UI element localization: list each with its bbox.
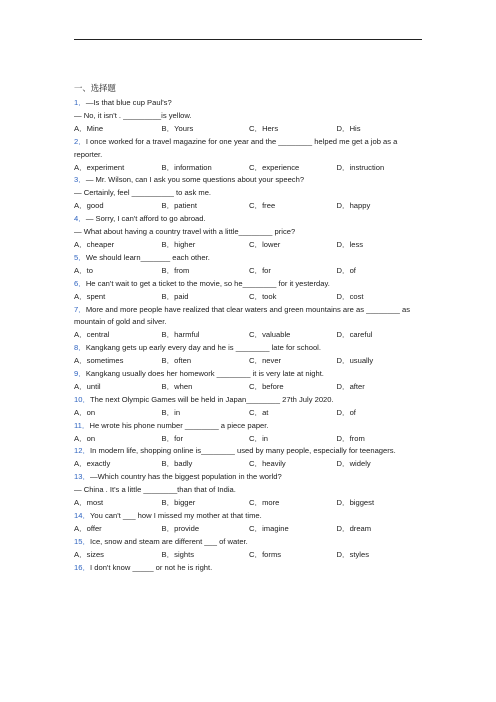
- question-text: — Mr. Wilson, can I ask you some questions about your speech?: [85, 175, 305, 185]
- answer-option-c[interactable]: C．Hers: [249, 123, 279, 133]
- answer-option-d[interactable]: D．dream: [336, 523, 372, 533]
- question-number: 12．: [74, 446, 91, 456]
- question-text: I once worked for a travel magazine for one year and the ________ helped me get a job as a reporter.: [74, 136, 398, 159]
- question-16: [74, 562, 426, 575]
- answer-option-a[interactable]: A．central: [74, 330, 110, 340]
- question-text: You can't ___ how I missed my mother at that time.: [90, 511, 262, 520]
- answer-option-a[interactable]: A．cheaper: [74, 239, 115, 249]
- answer-option-d[interactable]: D．His: [336, 123, 361, 133]
- question-4: [74, 213, 426, 252]
- answer-option-b[interactable]: B．higher: [161, 239, 196, 249]
- question-number: 16．: [74, 562, 91, 572]
- answer-option-b[interactable]: B．for: [161, 433, 184, 443]
- question-number: 3．: [74, 175, 86, 185]
- question-stem: [74, 252, 426, 265]
- question-5: [74, 252, 426, 278]
- question-stem: [74, 278, 426, 291]
- answer-options: [74, 407, 426, 420]
- question-stem: [74, 368, 426, 381]
- question-stem: [74, 136, 426, 162]
- question-text: — What about having a country travel with a little________ price?: [74, 227, 296, 237]
- question-number: 8．: [74, 343, 86, 353]
- question-11: [74, 420, 426, 446]
- answer-options: [74, 162, 426, 175]
- question-number: 9．: [74, 369, 86, 379]
- answer-option-c[interactable]: C．valuable: [249, 330, 291, 340]
- answer-option-d[interactable]: D．biggest: [336, 498, 375, 508]
- question-text: Ice, snow and steam are different ___ of water.: [90, 536, 248, 546]
- answer-option-b[interactable]: B．sights: [161, 549, 194, 559]
- answer-options: [74, 549, 426, 562]
- answer-option-a[interactable]: A．Mine: [74, 123, 104, 133]
- question-number: 14．: [74, 511, 91, 520]
- question-number: 1．: [74, 98, 86, 107]
- answer-option-d[interactable]: D．of: [336, 407, 356, 417]
- question-6: [74, 278, 426, 304]
- answer-option-a[interactable]: A．exactly: [74, 459, 111, 469]
- answer-option-a[interactable]: A．sizes: [74, 549, 104, 559]
- question-line: [74, 187, 426, 200]
- answer-options: [74, 458, 426, 471]
- answer-option-c[interactable]: C．in: [249, 433, 268, 443]
- answer-options: [74, 265, 426, 278]
- answer-option-d[interactable]: D．styles: [336, 549, 369, 559]
- answer-option-c[interactable]: C．forms: [249, 549, 282, 559]
- question-stem: [74, 304, 426, 330]
- question-stem: [74, 445, 426, 458]
- question-stem: [74, 420, 426, 433]
- answer-options: [74, 123, 426, 136]
- question-3: [74, 174, 426, 213]
- question-stem: [74, 562, 426, 575]
- answer-option-a[interactable]: A．sometimes: [74, 356, 124, 366]
- question-text: —Is that blue cup Paul's?: [85, 98, 172, 107]
- question-number: 6．: [74, 278, 86, 288]
- answer-option-b[interactable]: B．Yours: [161, 123, 194, 133]
- answer-option-b[interactable]: B．from: [161, 265, 190, 275]
- answer-option-c[interactable]: C．never: [249, 356, 282, 366]
- question-number: 11．: [74, 420, 90, 430]
- question-text: In modern life, shopping online is________ used by many people, especially for teenagers.: [90, 446, 396, 456]
- question-line: [74, 110, 426, 123]
- answer-option-b[interactable]: B．provide: [161, 523, 200, 533]
- question-1: [74, 97, 426, 136]
- question-text: I don't know _____ or not he is right.: [90, 562, 213, 572]
- answer-option-d[interactable]: D．after: [336, 381, 365, 391]
- answer-option-b[interactable]: B．harmful: [161, 330, 200, 340]
- question-text: — No, it isn't . _________is yellow.: [74, 110, 192, 120]
- answer-options: [74, 381, 426, 394]
- question-number: 7．: [74, 304, 86, 314]
- answer-option-d[interactable]: D．instruction: [336, 162, 385, 172]
- answer-option-a[interactable]: A．on: [74, 407, 96, 417]
- question-15: [74, 536, 426, 562]
- question-stem: [74, 97, 426, 110]
- answer-option-a[interactable]: A．good: [74, 201, 104, 211]
- question-number: 10．: [74, 394, 91, 404]
- answer-option-d[interactable]: D．of: [336, 265, 356, 275]
- question-text: — Certainly, feel __________ to ask me.: [74, 188, 212, 198]
- answer-options: [74, 291, 426, 304]
- answer-option-b[interactable]: B．bigger: [161, 498, 196, 508]
- answer-option-d[interactable]: D．widely: [336, 459, 371, 469]
- question-stem: [74, 394, 426, 407]
- answer-option-a[interactable]: A．most: [74, 498, 104, 508]
- question-text: More and more people have realized that clear waters and green mountains are as ________ as mountain of gold and silver.: [74, 304, 411, 327]
- question-8: [74, 342, 426, 368]
- answer-option-d[interactable]: D．careful: [336, 330, 373, 340]
- question-text: —Which country has the biggest population in the world?: [90, 472, 282, 482]
- question-stem: [74, 536, 426, 549]
- answer-options: [74, 329, 426, 342]
- question-stem: [74, 213, 426, 226]
- answer-option-c[interactable]: C．before: [249, 381, 284, 391]
- question-number: 2．: [74, 136, 86, 146]
- question-10: [74, 394, 426, 420]
- question-9: [74, 368, 426, 394]
- answer-option-d[interactable]: D．happy: [336, 201, 371, 211]
- answer-option-c[interactable]: C．for: [249, 265, 271, 275]
- question-7: [74, 304, 426, 343]
- answer-options: [74, 497, 426, 510]
- question-number: 4．: [74, 214, 86, 224]
- question-text: Kangkang usually does her homework ________ it is very late at night.: [85, 369, 324, 379]
- question-text: — Sorry, I can't afford to go abroad.: [85, 214, 206, 224]
- section-title: 一、选择题: [74, 83, 116, 93]
- question-13: [74, 471, 426, 510]
- answer-option-c[interactable]: C．at: [249, 407, 269, 417]
- question-stem: [74, 471, 426, 484]
- question-12: [74, 445, 426, 471]
- answer-option-a[interactable]: A．until: [74, 381, 101, 391]
- answer-option-a[interactable]: A．spent: [74, 291, 106, 301]
- answer-option-a[interactable]: A．offer: [74, 523, 102, 533]
- question-line: [74, 226, 426, 239]
- question-line: [74, 484, 426, 497]
- question-text: — China . It's a little ________than that of India.: [74, 485, 236, 495]
- question-number: 15．: [74, 536, 91, 546]
- header-rule: [74, 39, 422, 40]
- answer-option-b[interactable]: B．when: [161, 381, 193, 391]
- answer-options: [74, 200, 426, 213]
- question-stem: [74, 174, 426, 187]
- question-text: We should learn_______ each other.: [85, 252, 210, 262]
- answer-option-d[interactable]: D．cost: [336, 291, 364, 301]
- answer-option-c[interactable]: C．free: [249, 201, 276, 211]
- question-text: The next Olympic Games will be held in Japan________ 27th July 2020.: [90, 394, 334, 404]
- question-text: He wrote his phone number ________ a piece paper.: [89, 420, 269, 430]
- answer-option-c[interactable]: C．experience: [249, 162, 300, 172]
- question-stem: [74, 342, 426, 355]
- question-2: [74, 136, 426, 175]
- question-text: Kangkang gets up early every day and he is ________ late for school.: [85, 343, 321, 353]
- answer-option-d[interactable]: D．from: [336, 433, 365, 443]
- answer-options: [74, 523, 426, 536]
- answer-option-d[interactable]: D．usually: [336, 356, 374, 366]
- answer-option-b[interactable]: B．paid: [161, 291, 189, 301]
- question-sheet: [74, 83, 426, 575]
- answer-option-a[interactable]: A．to: [74, 265, 93, 275]
- answer-options: [74, 355, 426, 368]
- answer-option-b[interactable]: B．badly: [161, 459, 193, 469]
- answer-option-c[interactable]: C．heavily: [249, 459, 286, 469]
- answer-option-b[interactable]: B．in: [161, 407, 181, 417]
- answer-option-c[interactable]: C．imagine: [249, 523, 289, 533]
- question-stem: [74, 510, 426, 523]
- question-list: [74, 97, 426, 575]
- question-number: 5．: [74, 252, 86, 262]
- question-14: [74, 510, 426, 536]
- answer-option-b[interactable]: B．patient: [161, 201, 197, 211]
- answer-option-c[interactable]: C．took: [249, 291, 277, 301]
- answer-option-c[interactable]: C．more: [249, 498, 280, 508]
- answer-option-a[interactable]: A．experiment: [74, 162, 125, 172]
- answer-options: [74, 239, 426, 252]
- answer-option-c[interactable]: C．lower: [249, 239, 281, 249]
- question-number: 13．: [74, 472, 91, 482]
- answer-option-d[interactable]: D．less: [336, 239, 364, 249]
- answer-option-b[interactable]: B．information: [161, 162, 212, 172]
- answer-option-b[interactable]: B．often: [161, 356, 192, 366]
- answer-option-a[interactable]: A．on: [74, 433, 96, 443]
- answer-options: [74, 433, 426, 446]
- question-text: He can't wait to get a ticket to the movie, so he________ for it yesterday.: [85, 278, 330, 288]
